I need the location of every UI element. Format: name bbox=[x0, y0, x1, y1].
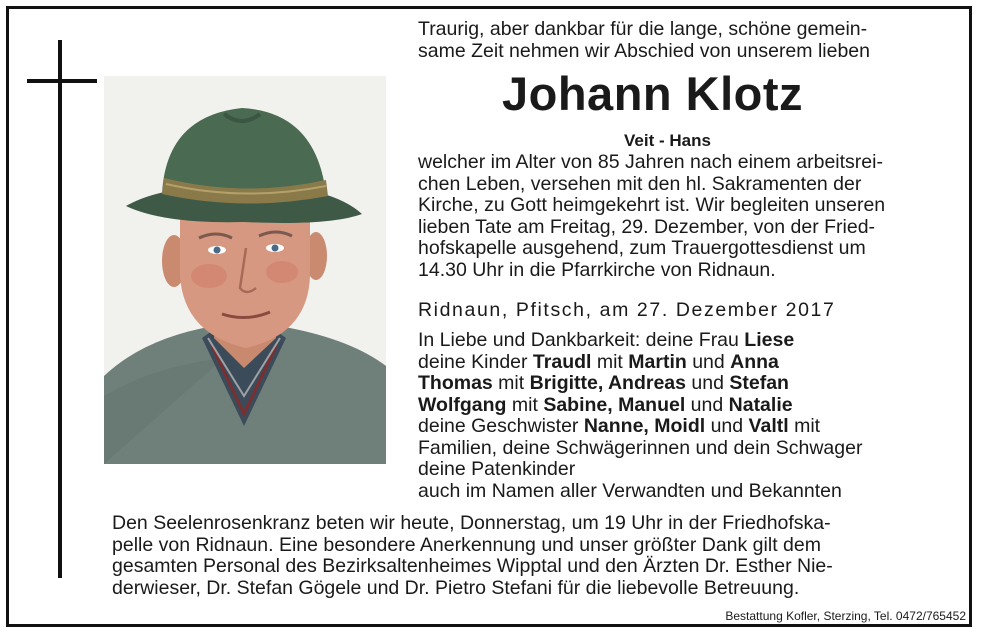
body-line: Kirche, zu Gott heimgekehrt ist. Wir begleiten unseren bbox=[418, 194, 886, 216]
family-member-name: Valtl bbox=[748, 415, 789, 437]
closing-line: pelle von Ridnaun. Eine besondere Anerkennung und unser größter Dank gilt dem bbox=[112, 533, 821, 556]
family-member-name: Brigitte, Andreas bbox=[529, 372, 686, 394]
body-line: 14.30 Uhr in die Pfarrkirche von Ridnaun. bbox=[418, 258, 776, 281]
closing-line: derwieser, Dr. Stefan Gögele und Dr. Pietro Stefani für die liebevolle Betreuung. bbox=[112, 576, 800, 599]
family-text: deine Kinder bbox=[418, 350, 533, 373]
family-line bbox=[418, 352, 862, 374]
family-list bbox=[418, 330, 862, 502]
intro-line: Traurig, aber dankbar für die lange, schöne gemein- bbox=[418, 18, 868, 40]
body-line: chen Leben, versehen mit den hl. Sakramenten der bbox=[418, 172, 862, 195]
family-member-name: Sabine, Manuel bbox=[543, 393, 686, 416]
intro-line: same Zeit nehmen wir Abschied von unserem lieben bbox=[418, 39, 870, 62]
closing-line: Den Seelenrosenkranz beten wir heute, Donnerstag, um 19 Uhr in der Friedhofska- bbox=[112, 512, 831, 534]
family-member-name: Thomas bbox=[418, 372, 493, 394]
family-member-name: Liese bbox=[744, 329, 795, 351]
family-line bbox=[418, 373, 862, 395]
family-text: und bbox=[686, 372, 730, 394]
family-text: mit bbox=[591, 350, 629, 373]
family-text: deine Geschwister bbox=[418, 415, 584, 437]
body-line: hofskapelle ausgehend, zum Trauergottesdienst um bbox=[418, 237, 866, 259]
portrait-photo bbox=[104, 76, 386, 464]
deceased-nickname: Veit - Hans bbox=[624, 131, 711, 150]
family-text: mit bbox=[506, 393, 544, 416]
closing-text bbox=[112, 513, 833, 599]
family-line: auch im Namen aller Verwandten und Bekannten bbox=[418, 479, 842, 502]
family-member-name: Anna bbox=[730, 350, 779, 373]
family-line bbox=[418, 395, 862, 417]
family-text: mit bbox=[788, 415, 821, 437]
undertaker-credit: Bestattung Kofler, Sterzing, Tel. 0472/765452 bbox=[725, 609, 966, 623]
body-text bbox=[418, 152, 954, 281]
family-member-name: Stefan bbox=[729, 372, 789, 394]
place-date: Ridnaun, Pfitsch, am 27. Dezember 2017 bbox=[418, 299, 836, 321]
family-member-name: Natalie bbox=[728, 393, 793, 416]
family-text: In Liebe und Dankbarkeit: deine Frau bbox=[418, 329, 745, 351]
deceased-name: Johann Klotz bbox=[502, 67, 804, 120]
family-text: und bbox=[705, 415, 749, 437]
body-line: lieben Tate am Freitag, 29. Dezember, von der Fried- bbox=[418, 215, 876, 238]
closing-line: gesamten Personal des Bezirksaltenheimes Wipptal und den Ärzten Dr. Esther Nie- bbox=[112, 555, 833, 577]
family-member-name: Martin bbox=[628, 350, 687, 373]
intro-text bbox=[418, 19, 870, 62]
family-text: mit bbox=[492, 372, 530, 394]
family-line bbox=[418, 330, 862, 352]
family-line: deine Patenkinder bbox=[418, 458, 576, 480]
cross-horizontal-bar bbox=[27, 79, 97, 83]
family-line: Familien, deine Schwägerinnen und dein Schwager bbox=[418, 436, 863, 459]
portrait-illustration bbox=[104, 76, 386, 464]
cross-vertical-bar bbox=[58, 40, 62, 578]
family-member-name: Traudl bbox=[532, 350, 592, 373]
family-member-name: Nanne, Moidl bbox=[583, 415, 706, 437]
family-text: und bbox=[685, 393, 729, 416]
body-line: welcher im Alter von 85 Jahren nach einem arbeitsrei- bbox=[418, 151, 883, 173]
family-line bbox=[418, 416, 862, 438]
family-text: und bbox=[686, 350, 731, 373]
family-member-name: Wolfgang bbox=[418, 393, 507, 416]
